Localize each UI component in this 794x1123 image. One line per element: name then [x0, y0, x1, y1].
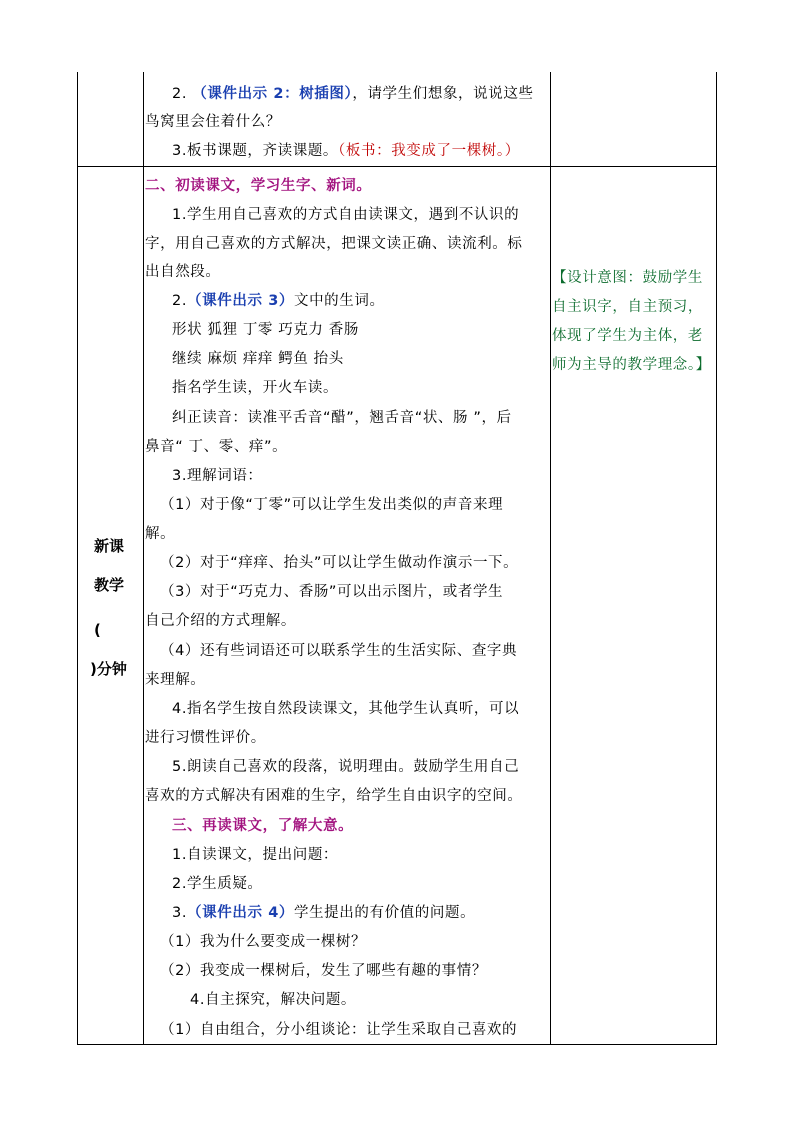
para-5: 3.理解词语：	[172, 468, 263, 484]
question-7: （1）自由组合，分小组谈论：让学生采取自己喜欢的	[160, 1022, 518, 1038]
label-minutes: )分钟	[90, 660, 127, 678]
section-heading-2: 二、初读课文，学习生字、新词。	[145, 178, 372, 194]
row1-line1-rest: ，请学生们想象，说说这些	[352, 86, 534, 102]
table-border-right	[716, 72, 717, 1044]
design-intent-line2: 自主识字，自主预习，	[552, 299, 703, 315]
para-9-line1: （4）还有些词语还可以联系学生的生活实际、查字典	[160, 643, 518, 659]
blackboard-note: （板书：我变成了一棵树。）	[338, 143, 520, 159]
para-1-line2: 字，用自己喜欢的方式解决，把课文读正确、读流利。标	[145, 236, 523, 252]
row1-line1	[172, 84, 534, 104]
question-4: （1）我为什么要变成一棵树？	[160, 934, 367, 950]
para-8-line2: 自己介绍的方式理解。	[145, 613, 296, 629]
question-1: 1.自读课文，提出问题：	[172, 847, 339, 863]
table-border-left	[77, 72, 78, 1044]
para-6-line1: （1）对于像“丁零”可以让学生发出类似的声音来理	[160, 497, 504, 513]
question-2: 2.学生质疑。	[172, 876, 263, 892]
table-row-divider	[77, 166, 717, 167]
row1-line2: 鸟窝里会住着什么？	[145, 114, 281, 130]
para-10-line2: 进行习惯性评价。	[145, 730, 266, 746]
courseware-note-4: （课件出示 4）	[187, 905, 294, 921]
para-1-line1: 1.学生用自己喜欢的方式自由读课文，遇到不认识的	[172, 207, 520, 223]
question-3-rest: 学生提出的有价值的问题。	[293, 905, 476, 921]
question-3-num: 3.	[172, 905, 188, 921]
design-intent-line1: 【设计意图：鼓励学生	[552, 270, 703, 286]
row1-line3	[172, 141, 520, 161]
label-paren-open: (	[94, 621, 101, 639]
para-1-line3: 出自然段。	[145, 264, 221, 280]
table-border-col2	[550, 72, 551, 1044]
question-5: （2）我变成一棵树后，发生了哪些有趣的事情？	[160, 963, 487, 979]
para-4-line2: 鼻音“ 丁、零、痒”。	[145, 439, 288, 455]
table-border-col1	[143, 72, 144, 1044]
courseware-note-3: （课件出示 3）	[187, 293, 294, 309]
para-2-rest: 文中的生词。	[293, 293, 385, 309]
para-9-line2: 来理解。	[145, 672, 206, 688]
row1-num: 2.	[172, 86, 188, 102]
question-3	[172, 903, 475, 923]
label-teaching: 教学	[94, 576, 125, 594]
question-6: 4.自主探究，解决问题。	[190, 992, 357, 1008]
table-border-bottom	[77, 1044, 717, 1045]
para-8-line1: （3）对于“巧克力、香肠”可以出示图片，或者学生	[160, 584, 504, 600]
para-10-line1: 4.指名学生按自然段读课文，其他学生认真听，可以	[172, 701, 520, 717]
courseware-note-2: （课件出示 2：树插图）	[192, 86, 353, 102]
word-list-1: 形状 狐狸 丁零 巧克力 香肠	[172, 322, 359, 338]
para-11-line2: 喜欢的方式解决有困难的生字，给学生自由识字的空间。	[145, 788, 523, 804]
para-4-line1: 纠正读音：读准平舌音“醋”，翘舌音“状、肠 ”，后	[172, 410, 512, 426]
para-7: （2）对于“痒痒、抬头”可以让学生做动作演示一下。	[160, 555, 519, 571]
word-list-2: 继续 麻烦 痒痒 鳄鱼 抬头	[172, 351, 344, 367]
para-2	[172, 291, 385, 311]
design-intent-line3: 体现了学生为主体，老	[552, 328, 703, 344]
design-intent-line4: 师为主导的教学理念。】	[552, 357, 711, 373]
label-new-lesson: 新课	[94, 537, 125, 555]
para-2-num: 2.	[172, 293, 188, 309]
para-11-line1: 5.朗读自己喜欢的段落，说明理由。鼓励学生用自己	[172, 759, 520, 775]
row1-line3-main: 3.板书课题，齐读课题。	[172, 143, 339, 159]
para-3: 指名学生读，开火车读。	[172, 380, 339, 396]
para-6-line2: 解。	[145, 526, 176, 542]
section-heading-3: 三、再读课文，了解大意。	[172, 818, 354, 834]
